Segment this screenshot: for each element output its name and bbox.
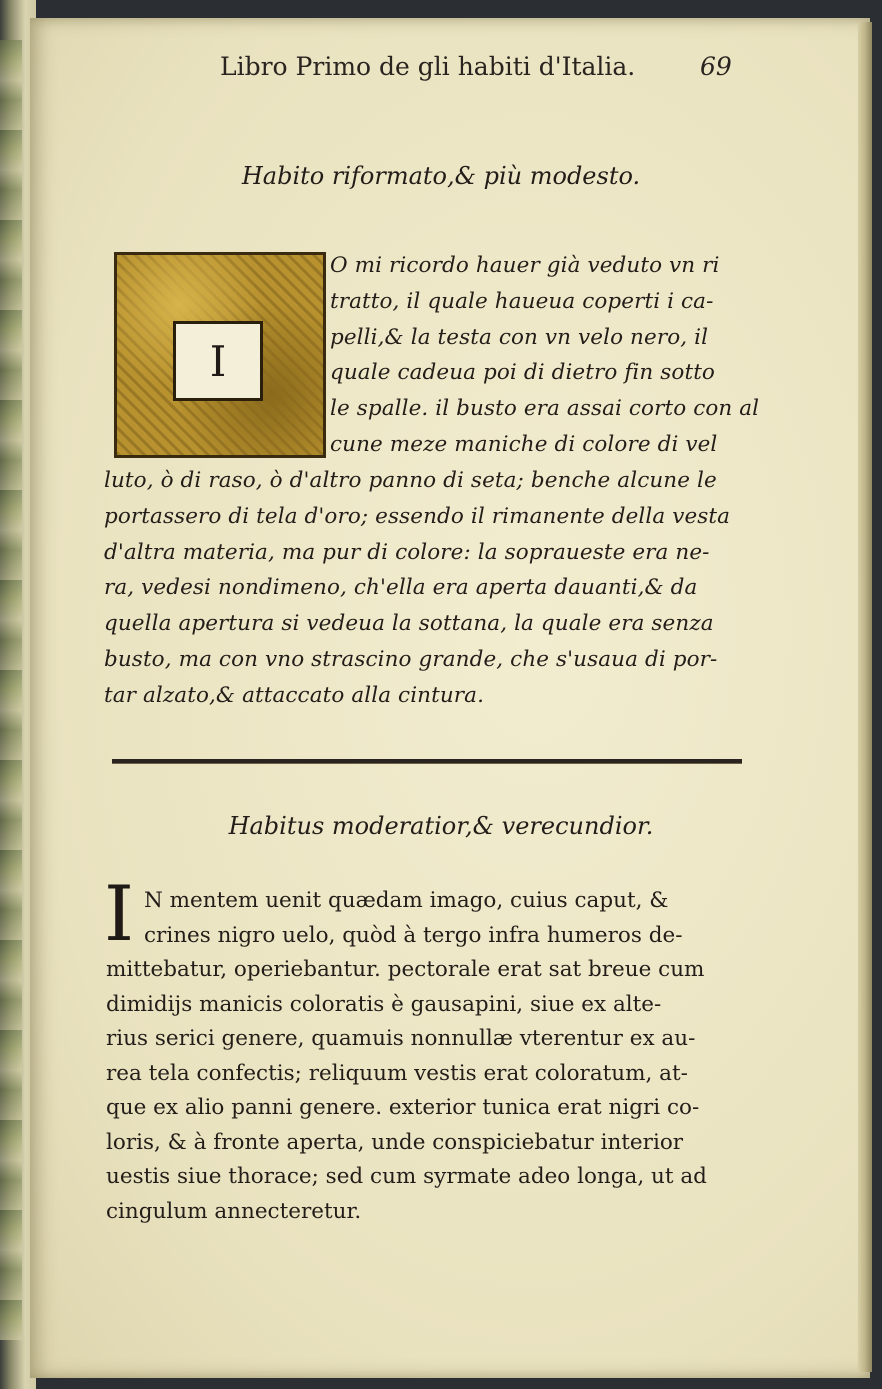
italian-line: le spalle. il busto era assai corto con al — [330, 396, 760, 422]
italian-line: O mi ricordo hauer già veduto vn ri — [330, 253, 720, 278]
italian-line: d'altra materia, ma pur di colore: la sopraueste era ne- — [104, 539, 710, 565]
latin-initial: I — [104, 869, 135, 958]
ornamental-initial — [114, 252, 326, 458]
page-number: 69 — [700, 52, 732, 81]
page-fore-edge — [858, 22, 872, 1372]
italian-line: quale cadeua poi di dietro fin sotto — [330, 360, 715, 386]
latin-line: crines nigro uelo, quòd à tergo infra humeros de- — [144, 922, 683, 948]
italian-line: portassero di tela d'oro; essendo il rimanente della vesta — [104, 503, 731, 529]
italian-line: luto, ò di raso, ò d'altro panno di seta; benche alcune le — [104, 468, 717, 493]
latin-line: rea tela confectis; reliquum vestis erat coloratum, at- — [106, 1060, 688, 1086]
italian-line: tar alzato,& attaccato alla cintura. — [104, 682, 485, 708]
latin-line: mittebatur, operiebantur. pectorale erat sat breue cum — [106, 957, 705, 982]
latin-line: loris, & à fronte aperta, unde conspiciebatur interior — [106, 1129, 684, 1155]
latin-line: N mentem uenit quædam imago, cuius caput, & — [144, 888, 669, 913]
italian-line: cune meze maniche di colore di vel — [330, 431, 718, 457]
latin-heading: Habitus moderatior,& verecundior. — [228, 812, 654, 840]
italian-heading: Habito riformato,& più modesto. — [241, 162, 641, 190]
italian-line: quella apertura si vedeua la sottana, la quale era senza — [104, 611, 714, 637]
latin-line: cingulum annecteretur. — [106, 1198, 362, 1224]
left-page-ornament — [0, 40, 22, 1340]
ornamental-initial-letter: I — [173, 321, 263, 401]
italian-text-indented — [330, 248, 759, 463]
italian-line: pelli,& la testa con vn velo nero, il — [330, 324, 709, 350]
running-head-title: Libro Primo de gli habiti d'Italia. — [220, 52, 636, 81]
latin-line: dimidijs manicis coloratis è gausapini, siue ex alte- — [106, 991, 662, 1017]
italian-line: tratto, il quale haueua coperti i ca- — [330, 288, 714, 314]
latin-line: uestis siue thorace; sed cum syrmate adeo longa, ut ad — [106, 1164, 707, 1189]
latin-line: que ex alio panni genere. exterior tunica erat nigri co- — [106, 1095, 700, 1120]
latin-line: rius serici genere, quamuis nonnullæ vterentur ex au- — [106, 1026, 696, 1051]
latin-text-full — [106, 953, 707, 1229]
italian-line: busto, ma con vno strascino grande, che s'usaua di por- — [104, 646, 718, 672]
section-divider-rule — [112, 759, 742, 764]
italian-line: ra, vedesi nondimeno, ch'ella era aperta dauanti,& da — [104, 575, 698, 601]
latin-text-indented — [144, 884, 682, 953]
italian-text-full — [104, 463, 730, 714]
